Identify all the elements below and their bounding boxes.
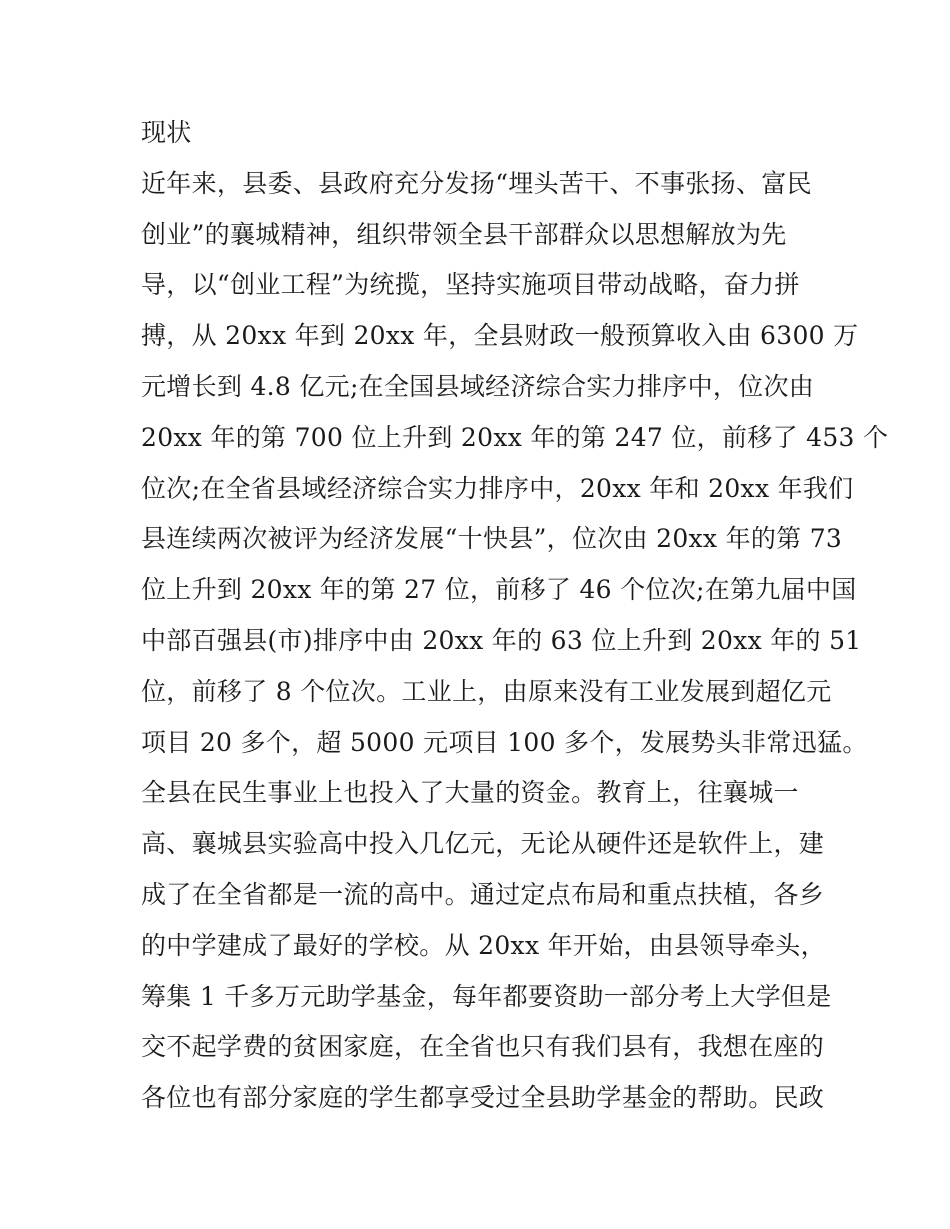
- paragraph-line: 近年来，县委、县政府充分发扬“埋头苦干、不事张扬、富民: [141, 168, 812, 198]
- paragraph-line: 成了在全省都是一流的高中。通过定点布局和重点扶植，各乡: [141, 879, 825, 909]
- paragraph-line: 中部百强县(市)排序中由 20xx 年的 63 位上升到 20xx 年的 51: [141, 625, 862, 655]
- document-body: [141, 108, 889, 1124]
- paragraph-line: 创业”的襄城精神，组织带领全县干部群众以思想解放为先: [141, 219, 787, 249]
- paragraph-line: 搏，从 20xx 年到 20xx 年，全县财政一般预算收入由 6300 万: [141, 321, 859, 351]
- paragraph-line: 位次;在全省县域经济综合实力排序中，20xx 年和 20xx 年我们: [141, 473, 854, 503]
- paragraph-line: 县连续两次被评为经济发展“十快县”，位次由 20xx 年的第 73: [141, 524, 843, 554]
- paragraph-line: 各位也有部分家庭的学生都享受过全县助学基金的帮助。民政: [141, 1083, 825, 1113]
- paragraph-line: 交不起学费的贫困家庭，在全省也只有我们县有，我想在座的: [141, 1032, 825, 1062]
- paragraph-line: 元增长到 4.8 亿元;在全国县域经济综合实力排序中，位次由: [141, 371, 815, 401]
- paragraph-line: 项目 20 多个，超 5000 元项目 100 多个，发展势头非常迅猛。: [141, 727, 868, 757]
- paragraph-line: 的中学建成了最好的学校。从 20xx 年开始，由县领导牵头，: [141, 930, 826, 960]
- paragraph-line: 导，以“创业工程”为统揽，坚持实施项目带动战略，奋力拼: [141, 270, 800, 300]
- paragraph-line: 高、襄城县实验高中投入几亿元，无论从硬件还是软件上，建: [141, 829, 825, 859]
- paragraph-line: 位，前移了 8 个位次。工业上，由原来没有工业发展到超亿元: [141, 676, 832, 706]
- paragraph-line: 全县在民生事业上也投入了大量的资金。教育上，往襄城一: [141, 778, 799, 808]
- paragraph-line: 位上升到 20xx 年的第 27 位，前移了 46 个位次;在第九届中国: [141, 575, 857, 605]
- paragraph-line: 筹集 1 千多万元助学基金，每年都要资助一部分考上大学但是: [141, 981, 832, 1011]
- section-heading: 现状: [141, 118, 192, 147]
- paragraph-line: 20xx 年的第 700 位上升到 20xx 年的第 247 位，前移了 453 个: [141, 422, 889, 452]
